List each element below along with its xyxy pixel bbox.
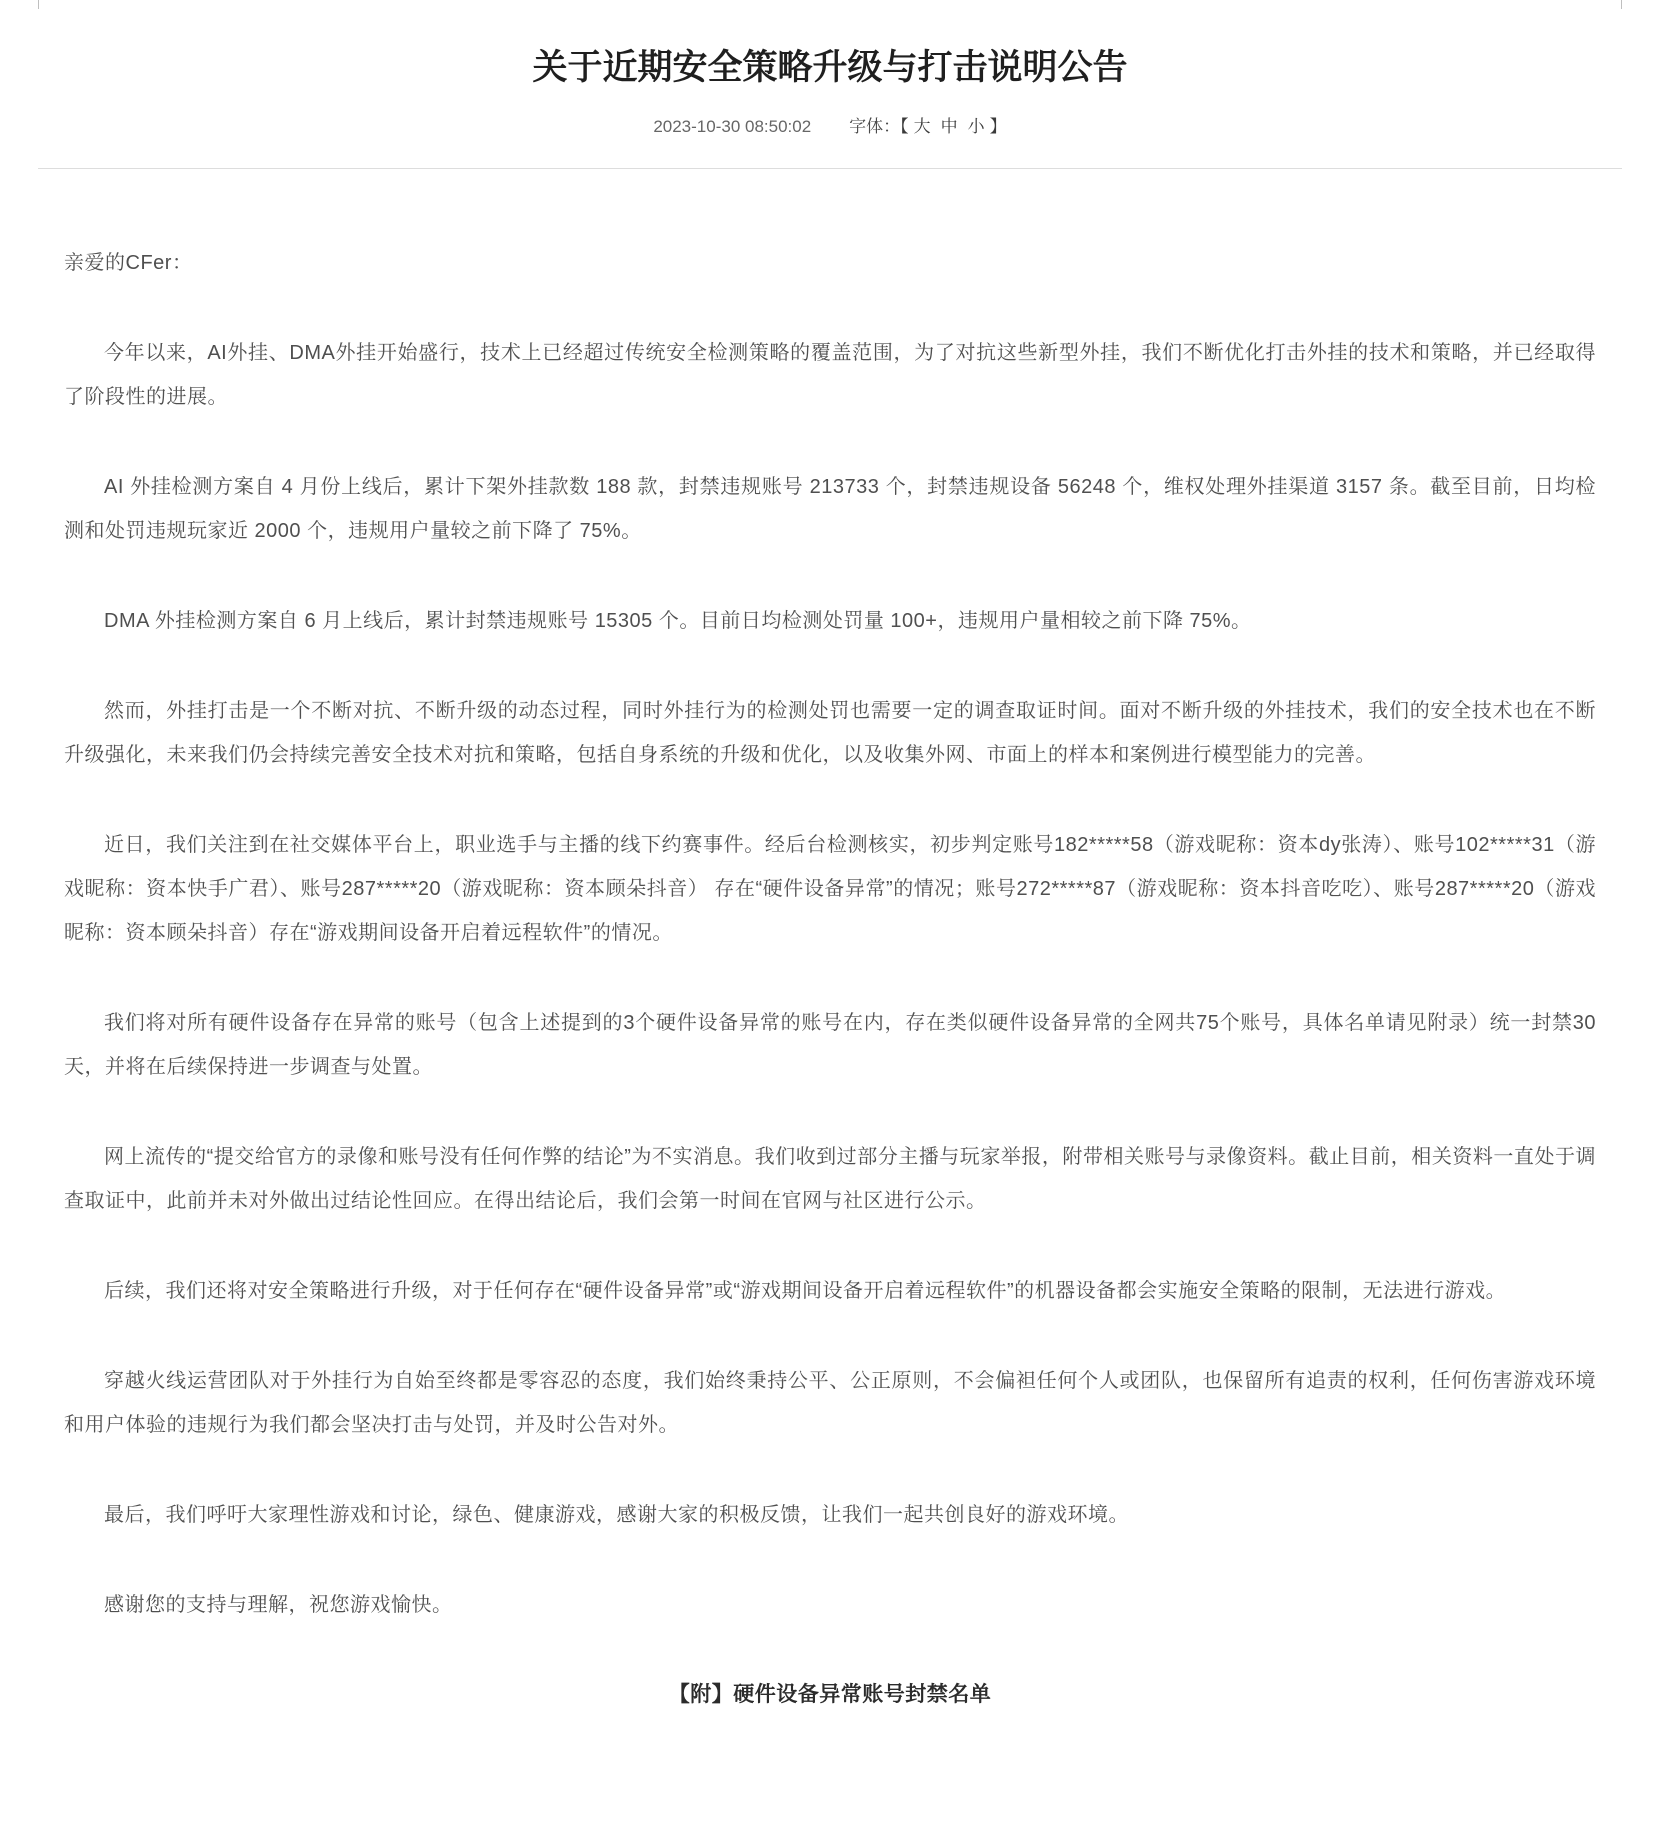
paragraph-appeal: 最后，我们呼吁大家理性游戏和讨论，绿色、健康游戏，感谢大家的积极反馈，让我们一起共创良好的游戏环境。 xyxy=(104,1504,1129,1526)
font-size-label: 字体： xyxy=(849,117,901,136)
font-size-switcher xyxy=(849,117,1007,136)
page-edge-tick-right xyxy=(1621,0,1622,9)
paragraph-policy-upgrade: 后续，我们还将对安全策略进行升级，对于任何存在“硬件设备异常”或“游戏期间设备开启着远程软件”的机器设备都会实施安全策略的限制，无法进行游戏。 xyxy=(104,1280,1507,1302)
appendix-title: 【附】硬件设备异常账号封禁名单 xyxy=(668,1683,992,1706)
font-switcher-open-bracket: 【 xyxy=(900,117,909,136)
paragraph-ban-decision: 我们将对所有硬件设备存在异常的账号（包含上述提到的3个硬件设备异常的账号在内，存在类似硬件设备异常的全网共75个账号，具体名单请见附录）统一封禁30天，并将在后续保持进一步调查与处置。 xyxy=(64,1012,1596,1078)
page-title: 关于近期安全策略升级与打击说明公告 xyxy=(532,48,1128,87)
publish-datetime: 2023-10-30 08:50:02 xyxy=(653,117,812,136)
paragraph-ongoing-upgrade: 然而，外挂打击是一个不断对抗、不断升级的动态过程，同时外挂行为的检测处罚也需要一定的调查取证时间。面对不断升级的外挂技术，我们的安全技术也在不断升级强化，未来我们仍会持续完善安全技术对抗和策略，包括自身系统的升级和优化，以及收集外网、市面上的样本和案例进行模型能力的完善。 xyxy=(64,700,1596,766)
paragraph-thanks: 感谢您的支持与理解，祝您游戏愉快。 xyxy=(104,1594,453,1616)
font-switcher-close-bracket: 】 xyxy=(989,117,1007,136)
paragraph-overview: 今年以来，AI外挂、DMA外挂开始盛行，技术上已经超过传统安全检测策略的覆盖范围，为了对抗这些新型外挂，我们不断优化打击外挂的技术和策略，并已经取得了阶段性的进展。 xyxy=(64,342,1596,408)
font-size-medium-button[interactable]: 中 xyxy=(940,117,958,136)
paragraph-ai-detection: AI 外挂检测方案自 4 月份上线后，累计下架外挂款数 188 款，封禁违规账号 213733 个，封禁违规设备 56248 个，维权处理外挂渠道 3157 条。截至目前，日均检测和处罚违规玩家近 2000 个，违规用户量较之前下降了 75%。 xyxy=(64,476,1596,542)
paragraph-zero-tolerance: 穿越火线运营团队对于外挂行为自始至终都是零容忍的态度，我们始终秉持公平、公正原则，不会偏袒任何个人或团队，也保留所有追责的权利，任何伤害游戏环境和用户体验的违规行为我们都会坚决打击与处罚，并及时公告对外。 xyxy=(64,1370,1596,1436)
article-body xyxy=(0,169,1660,1717)
article-meta xyxy=(0,116,1660,138)
page-edge-tick-left xyxy=(38,0,39,9)
paragraph-incident: 近日，我们关注到在社交媒体平台上，职业选手与主播的线下约赛事件。经后台检测核实，初步判定账号182*****58（游戏昵称：资本dy张涛）、账号102*****31（游戏昵称：资本快手广君）、账号287*****20（游戏昵称：资本顾朵抖音） 存在“硬件设备异常”的情况；账号272*****87（游戏昵称：资本抖音吃吃）、账号287*****20（游戏昵称：资本顾朵抖音）存在“游戏期间设备开启着远程软件”的情况。 xyxy=(64,834,1596,944)
article-header xyxy=(0,0,1660,138)
paragraph-rumor-response: 网上流传的“提交给官方的录像和账号没有任何作弊的结论”为不实消息。我们收到过部分主播与玩家举报，附带相关账号与录像资料。截止目前，相关资料一直处于调查取证中，此前并未对外做出过结论性回应。在得出结论后，我们会第一时间在官网与社区进行公示。 xyxy=(64,1146,1596,1212)
font-size-large-button[interactable]: 大 xyxy=(913,117,931,136)
paragraph-dma-detection: DMA 外挂检测方案自 6 月上线后，累计封禁违规账号 15305 个。目前日均检测处罚量 100+，违规用户量相较之前下降 75%。 xyxy=(104,610,1252,632)
salutation: 亲爱的CFer： xyxy=(64,252,193,274)
font-size-small-button[interactable]: 小 xyxy=(967,117,985,136)
